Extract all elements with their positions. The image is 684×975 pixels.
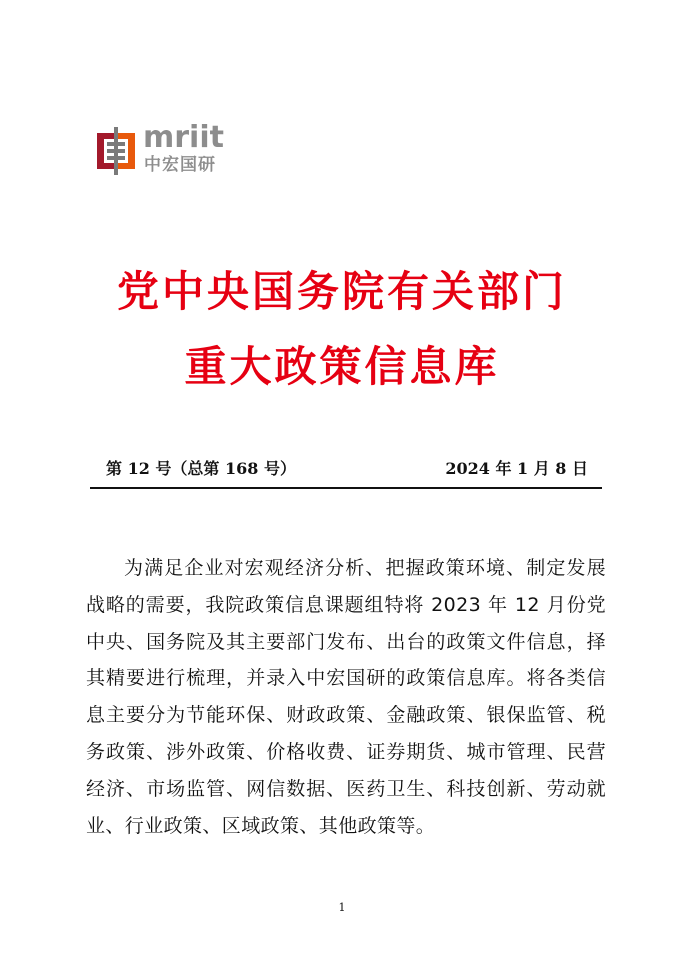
logo-text-en: mriit [143, 120, 224, 155]
issue-number: 第 12 号（总第 168 号） [106, 459, 296, 478]
logo [95, 122, 235, 180]
document-title-line-1: 党中央国务院有关部门 [116, 267, 567, 316]
document-title-line-2: 重大政策信息库 [184, 342, 500, 391]
logo-text-cn: 中宏国研 [144, 155, 216, 175]
mriit-logo-mark-icon [95, 127, 137, 175]
page-number: 1 [338, 901, 346, 914]
body-text [86, 550, 606, 844]
issue-date: 2024 年 1 月 8 日 [445, 459, 588, 478]
intro-paragraph: 为满足企业对宏观经济分析、把握政策环境、制定发展战略的需要，我院政策信息课题组特将 2023 年 12 月份党中央、国务院及其主要部门发布、出台的政策文件信息，择其精要进行梳理，并录入中宏国研的政策信息库。将各类信息主要分为节能环保、财政政策、金融政策、银保监管、税务政策、涉外政策、价格收费、证券期货、城市管理、民营经济、市场监管、网信数据、医药卫生、科技创新、劳动就业、行业政策、区域政策、其他政策等。 [86, 557, 606, 837]
header-divider [90, 487, 602, 489]
